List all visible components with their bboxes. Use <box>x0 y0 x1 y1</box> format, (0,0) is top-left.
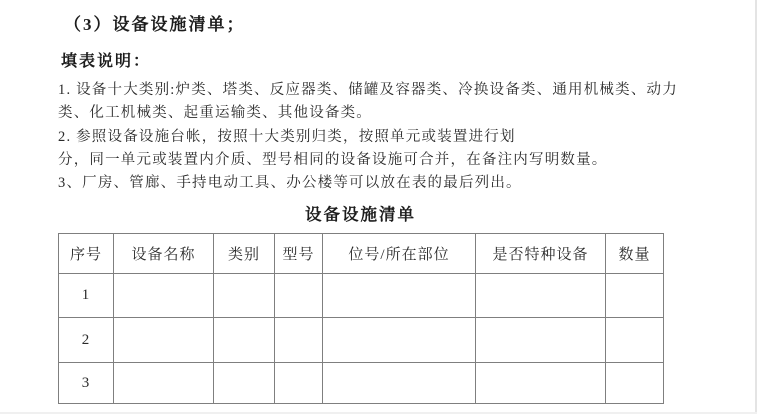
location-cell <box>323 318 476 363</box>
model-cell <box>275 274 323 318</box>
row-seq-cell: 1 <box>59 274 114 318</box>
table-header-row <box>59 234 664 274</box>
note-line: 2. 参照设备设施台帐，按照十大类别归类，按照单元或装置进行划 <box>58 128 516 145</box>
column-header-special-equipment: 是否特种设备 <box>476 234 606 274</box>
category-cell <box>214 274 275 318</box>
row-seq-cell: 3 <box>59 363 114 404</box>
column-header-model: 型号 <box>275 234 323 274</box>
table-row <box>59 363 664 404</box>
note-line: 3、厂房、管廊、手持电动工具、办公楼等可以放在表的最后列出。 <box>58 175 522 192</box>
model-cell <box>275 363 323 404</box>
table-caption: 设备设施清单 <box>305 205 416 224</box>
table-row <box>59 274 664 318</box>
equipment-list-table <box>58 233 664 404</box>
quantity-cell <box>606 274 664 318</box>
column-header-seq: 序号 <box>59 234 114 274</box>
note-line: 1. 设备十大类别:炉类、塔类、反应器类、储罐及容器类、冷换设备类、通用机械类、动力 <box>58 82 678 98</box>
special-equipment-cell <box>476 274 606 318</box>
table-row <box>59 318 664 363</box>
column-header-location: 位号/所在部位 <box>323 234 476 274</box>
note-line: 分，同一单元或装置内介质、型号相同的设备设施可合并，在备注内写明数量。 <box>58 151 608 168</box>
equipment-name-cell <box>114 363 214 404</box>
category-cell <box>214 318 275 363</box>
location-cell <box>323 363 476 404</box>
note-line: 类、化工机械类、起重运输类、其他设备类。 <box>58 105 372 122</box>
quantity-cell <box>606 318 664 363</box>
category-cell <box>214 363 275 404</box>
column-header-equipment-name: 设备名称 <box>114 234 214 274</box>
equipment-name-cell <box>114 274 214 318</box>
fill-instructions-heading: 填表说明： <box>61 53 152 70</box>
fill-instructions-notes <box>58 79 738 195</box>
location-cell <box>323 274 476 318</box>
row-seq-cell: 2 <box>59 318 114 363</box>
quantity-cell <box>606 363 664 404</box>
column-header-category: 类别 <box>214 234 275 274</box>
equipment-name-cell <box>114 318 214 363</box>
special-equipment-cell <box>476 318 606 363</box>
model-cell <box>275 318 323 363</box>
column-header-quantity: 数量 <box>606 234 664 274</box>
special-equipment-cell <box>476 363 606 404</box>
document-heading: （3）设备设施清单； <box>64 15 246 34</box>
